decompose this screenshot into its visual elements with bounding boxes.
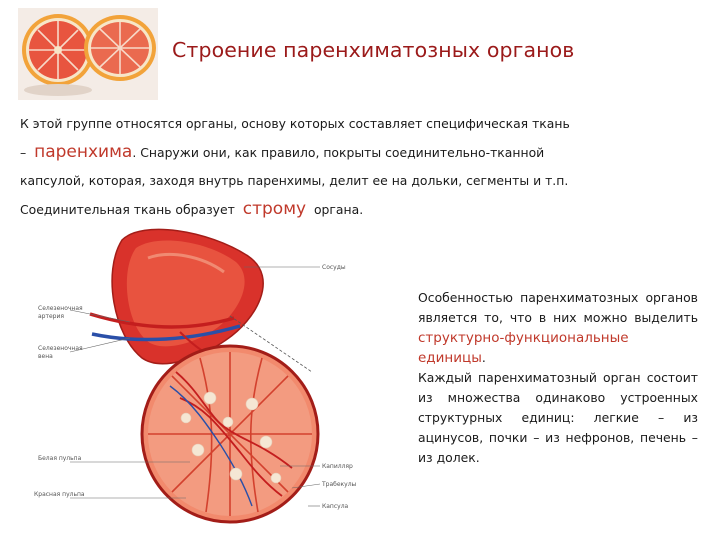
label-vessels: Сосуды — [322, 264, 346, 271]
intro-line-4 — [20, 195, 700, 224]
side-text — [418, 288, 698, 468]
grapefruit-photo — [18, 8, 158, 100]
label-artery-2: артерия — [38, 313, 64, 320]
intro-paragraph — [20, 110, 700, 224]
intro-line-4-post: органа. — [313, 202, 364, 217]
term-stroma: строму — [242, 199, 307, 219]
intro-dash: – — [20, 145, 27, 160]
side-highlight: структурно-функциональные единицы — [418, 330, 629, 366]
label-red-pulp: Красная пульпа — [34, 491, 85, 498]
spleen-illustration — [30, 222, 390, 534]
slide-title: Строение паренхиматозных органов — [172, 38, 575, 62]
side-post: . — [481, 350, 486, 365]
label-white-pulp: Белая пульпа — [38, 455, 82, 462]
side-pre: Особенностью паренхиматозных органов является то, что в них можно выделить — [418, 290, 698, 325]
side-paragraph-2: Каждый паренхиматозный орган состоит из множества одинаково устроенных структурных единиц: легкие – из ацинусов, почки – из нефронов, печень – из долек. — [418, 370, 698, 465]
label-artery: Селезеночная — [38, 305, 83, 312]
label-trabecula: Трабекулы — [322, 481, 357, 488]
label-capillary: Капилляр — [322, 463, 353, 470]
side-paragraph-1 — [418, 288, 698, 368]
label-vein: Селезеночная — [38, 345, 83, 352]
intro-line-1: К этой группе относятся органы, основу которых составляет специфическая ткань — [20, 116, 570, 131]
intro-line-3: капсулой, которая, заходя внутрь паренхимы, делит ее на дольки, сегменты и т.п. — [20, 173, 569, 188]
intro-line-2-rest: . Снаружи они, как правило, покрыты соединительно-тканной — [132, 145, 545, 160]
label-vein-2: вена — [38, 353, 53, 360]
intro-line-4-pre: Соединительная ткань образует — [20, 202, 235, 217]
label-capsule: Капсула — [322, 503, 349, 510]
intro-line-2 — [20, 138, 700, 167]
term-parenchyma: паренхима — [34, 142, 133, 162]
